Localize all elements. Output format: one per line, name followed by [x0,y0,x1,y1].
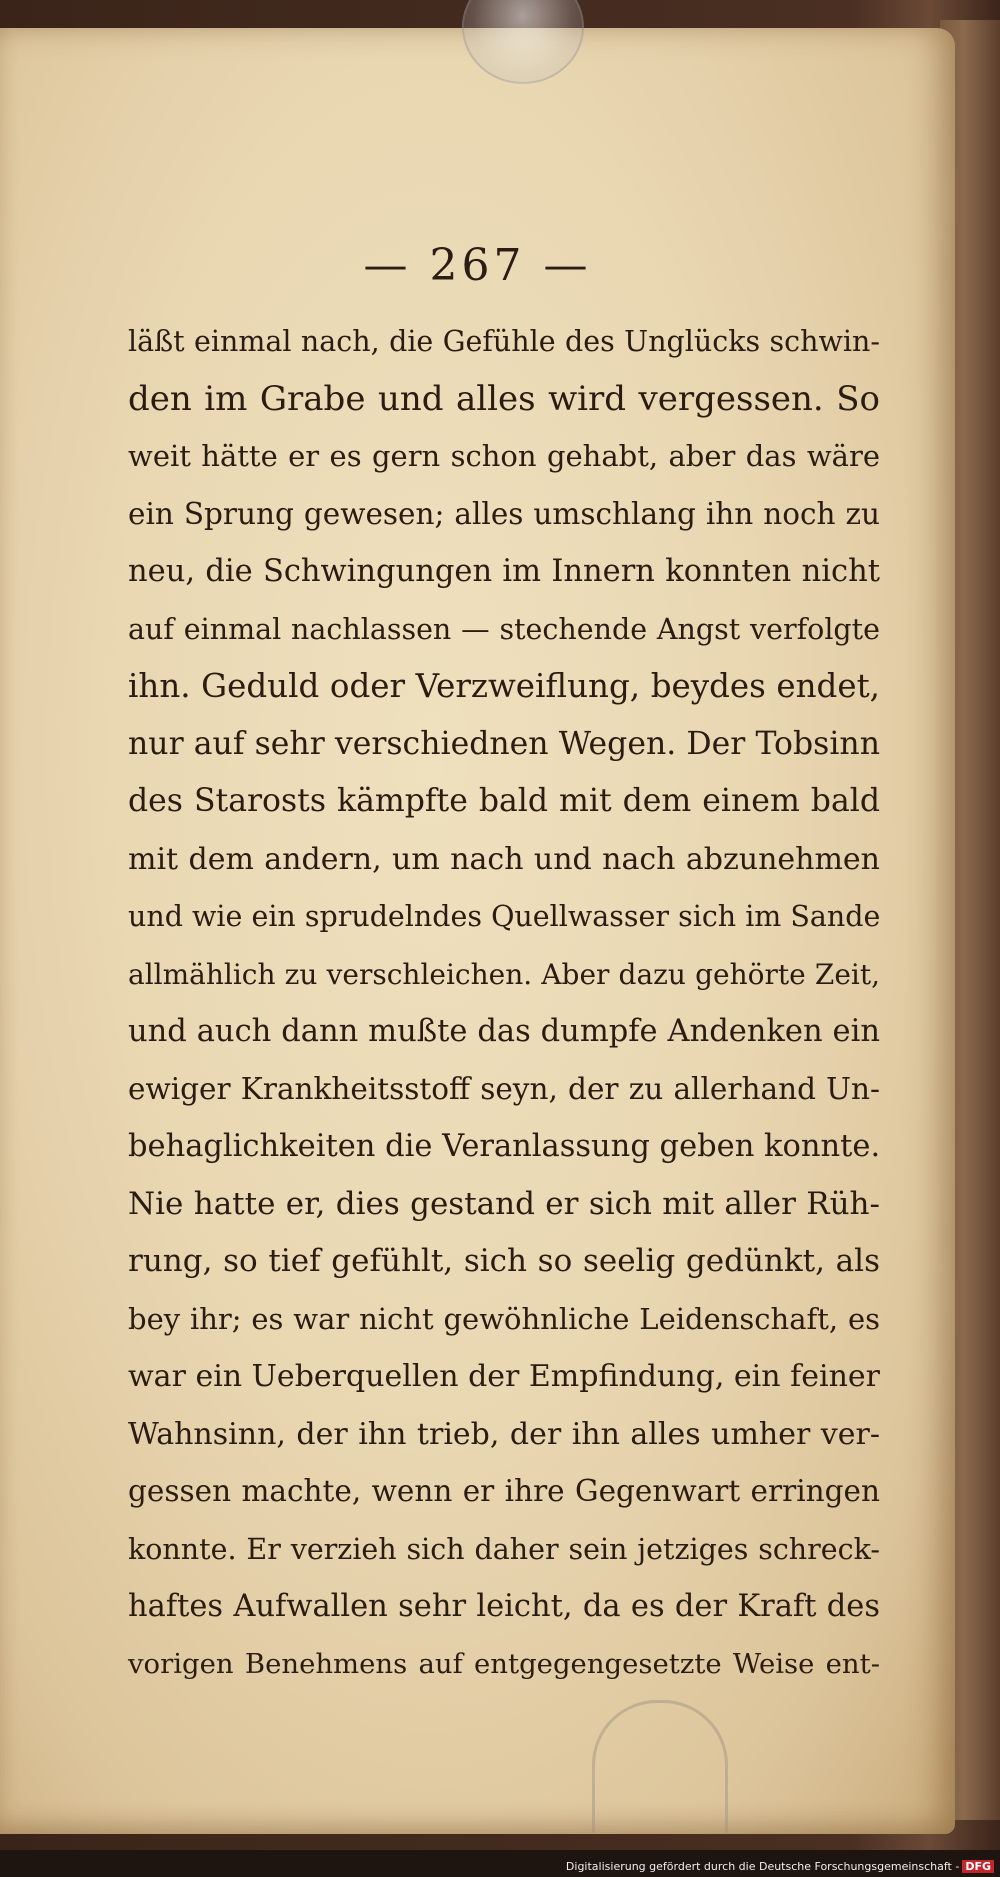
text-line: mit dem andern, um nach und nach abzunehmen [128,841,880,877]
text-line: bey ihr; es war nicht gewöhnliche Leidenschaft, es [128,1301,880,1336]
text-line: haftes Aufwallen sehr leicht, da es der Kraft des [128,1589,880,1624]
text-line: auf einmal nachlassen — stechende Angst verfolgte [128,612,880,646]
text-line: und auch dann mußte das dumpfe Andenken ein [128,1014,880,1049]
text-line: nur auf sehr verschiednen Wegen. Der Tobsinn [128,725,880,762]
text-line: des Starosts kämpfte bald mit dem einem bald [128,783,880,819]
text-line: allmählich zu verschleichen. Aber dazu gehörte Zeit, [128,957,880,991]
body-text [128,313,880,1693]
text-line: gessen machte, wenn er ihre Gegenwart erringen [128,1474,880,1508]
book-page [0,28,955,1834]
dfg-logo: DFG [962,1860,994,1873]
text-line: den im Grabe und alles wird vergessen. So [128,378,880,419]
credit-text: Digitalisierung gefördert durch die Deutsche Forschungsgemeinschaft - [565,1860,960,1873]
digitization-credit [566,1860,994,1873]
text-line: weit hätte er es gern schon gehabt, aber das wäre [128,439,880,473]
text-line: Nie hatte er, dies gestand er sich mit aller Rüh- [128,1185,880,1222]
text-line: war ein Ueberquellen der Empfindung, ein feiner [128,1359,880,1394]
text-line: und wie ein sprudelndes Quellwasser sich im Sande [128,900,881,933]
page-number: — 267 — [363,240,592,291]
text-line: behaglichkeiten die Veranlassung geben konnte. [128,1129,881,1164]
text-line: ein Sprung gewesen; alles umschlang ihn noch zu [128,496,880,531]
text-line: rung, so tief gefühlt, sich so seelig gedünkt, als [128,1243,880,1279]
text-line: Wahnsinn, der ihn trieb, der ihn alles umher ver- [128,1416,880,1452]
text-line: neu, die Schwingungen im Innern konnten nicht [128,554,880,589]
text-line: ewiger Krankheitsstoff seyn, der zu allerhand Un- [128,1071,880,1106]
text-line: vorigen Benehmens auf entgegengesetzte Weise ent- [128,1647,880,1680]
text-line: läßt einmal nach, die Gefühle des Unglücks schwin- [128,325,880,358]
text-line: ihn. Geduld oder Verzweiflung, beydes endet, [128,667,880,705]
text-line: konnte. Er verzieh sich daher sein jetziges schreck- [128,1532,880,1566]
page-clip-bottom [592,1700,728,1833]
